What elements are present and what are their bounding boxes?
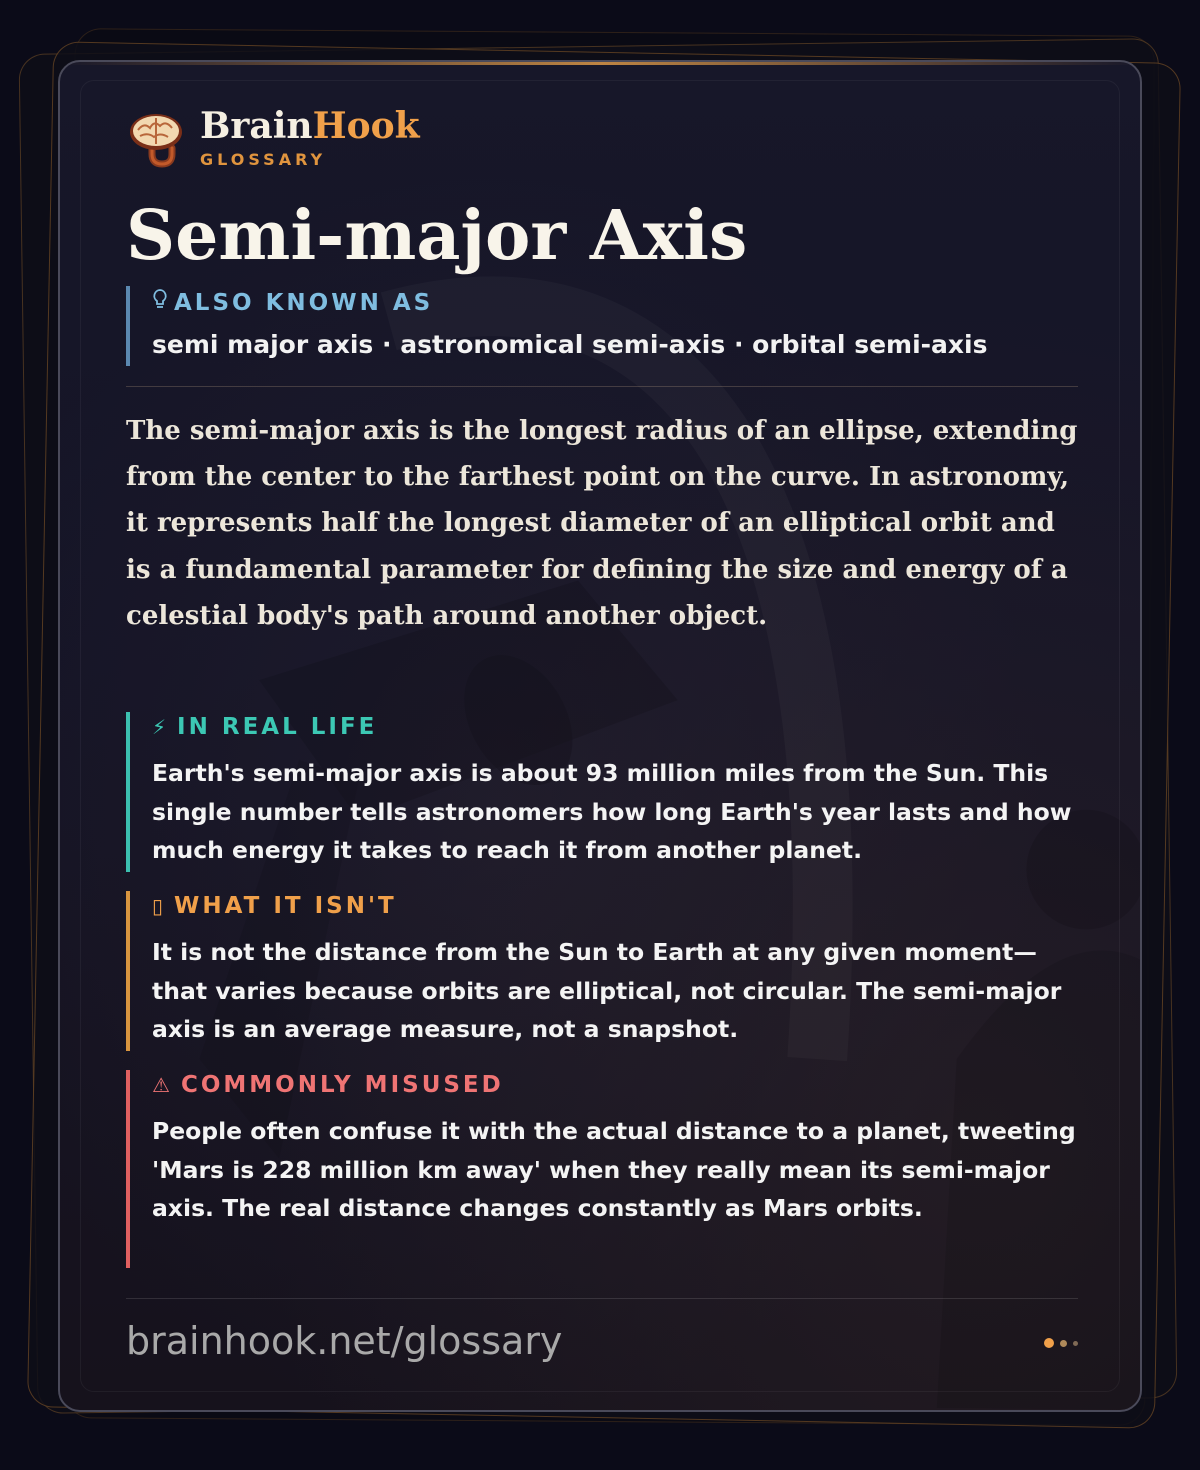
footer-divider	[126, 1298, 1078, 1299]
commonly-misused-heading	[152, 1070, 1078, 1100]
brain-hook-logo-icon	[126, 110, 186, 170]
footer-url-link[interactable]: brainhook.net/glossary	[126, 1319, 563, 1363]
brand-header[interactable]	[126, 106, 420, 170]
brand-name	[200, 106, 420, 146]
in-real-life-heading	[152, 712, 1078, 742]
brand-subtitle: GLOSSARY	[200, 150, 327, 169]
divider	[126, 386, 1078, 387]
what-it-isnt-label: WHAT IT ISN'T	[174, 893, 397, 919]
brand-name-brain: Brain	[200, 105, 313, 147]
in-real-life-body: Earth's semi-major axis is about 93 million miles from the Sun. This single number tells astronomers how long Earth's year lasts and how much energy it takes to reach it from another planet.	[152, 759, 1072, 864]
definition-text: The semi-major axis is the longest radius of an ellipse, extending from the center to the farthest point on the curve. In astronomy, it represents half the longest diameter of an elliptical orbit and is a fundamental parameter for defining the size and energy of a celestial body's path around another object.	[126, 416, 1078, 631]
term-title: Semi-major Axis	[126, 196, 748, 276]
also-known-as-values: semi major axis · astronomical semi-axis · orbital semi-axis	[152, 330, 988, 359]
in-real-life-label: IN REAL LIFE	[177, 714, 378, 740]
in-real-life-section	[126, 712, 1078, 872]
what-it-isnt-section	[126, 891, 1078, 1051]
glossary-card	[58, 60, 1142, 1412]
lightbulb-icon	[152, 288, 168, 318]
lightning-icon: ⚡	[152, 715, 170, 739]
also-known-as-block	[126, 286, 1078, 366]
pagination-dots	[1044, 1338, 1078, 1348]
brand-name-hook: Hook	[312, 105, 420, 147]
commonly-misused-label: COMMONLY MISUSED	[180, 1072, 504, 1098]
what-it-isnt-heading	[152, 891, 1078, 921]
also-known-as-heading	[152, 288, 1078, 318]
commonly-misused-body: People often confuse it with the actual distance to a planet, tweeting 'Mars is 228 million km away' when they really mean its semi-major axis. The real distance changes constantly as Mars orbits.	[152, 1117, 1076, 1222]
pagination-dot	[1060, 1340, 1067, 1347]
warning-icon: ⚠	[152, 1073, 173, 1097]
pagination-dot	[1073, 1341, 1078, 1346]
what-it-isnt-body: It is not the distance from the Sun to Earth at any given moment—that varies because orbits are elliptical, not circular. The semi-major axis is an average measure, not a snapshot.	[152, 938, 1062, 1043]
placeholder-glyph-icon: ▯	[152, 894, 167, 918]
brand-text	[200, 106, 420, 169]
also-known-as-label: ALSO KNOWN AS	[174, 290, 434, 316]
commonly-misused-section	[126, 1070, 1078, 1268]
pagination-dot-active	[1044, 1338, 1054, 1348]
